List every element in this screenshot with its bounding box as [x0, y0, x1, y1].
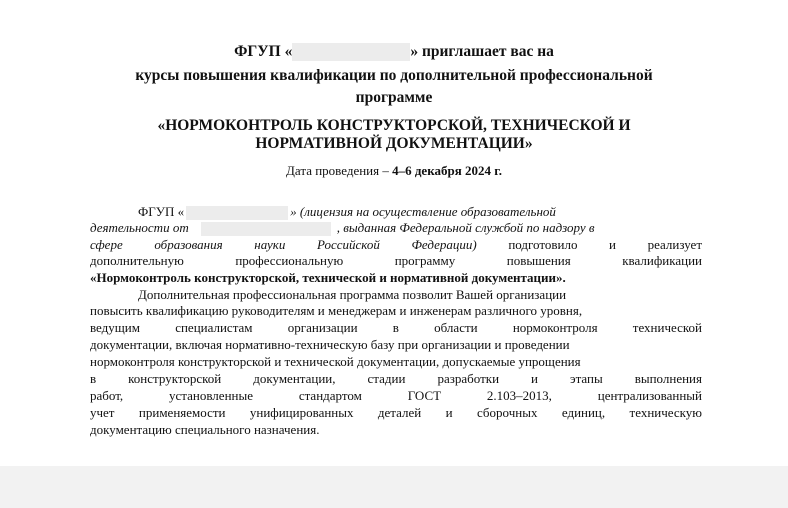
title-suffix: » приглашает вас на: [410, 43, 554, 60]
p2-line-4: документации, включая нормативно-техническую базу при организации и проведении: [90, 337, 570, 352]
p1-line-4: дополнительную профессиональную программу повышения квалификации: [90, 253, 702, 268]
date-value: 4–6 декабря 2024 г.: [392, 163, 502, 178]
p2-line-2: повысить квалификацию руководителям и менеджерам и инженерам различного уровня,: [90, 303, 583, 318]
p1-license-issuer: , выданная Федеральной службой по надзору в: [336, 220, 595, 235]
p2-line-6: в конструкторской документации, стадии разработки и этапы выполнения: [90, 371, 702, 386]
program-title-line-1: «НОРМОКОНТРОЛЬ КОНСТРУКТОРСКОЙ, ТЕХНИЧЕСКОЙ И: [157, 117, 631, 134]
p1-line-2: [90, 220, 702, 236]
redacted-license-date: [201, 222, 331, 236]
redacted-organization-name-2: [186, 206, 288, 220]
p1-org-prefix: ФГУП «: [138, 204, 185, 219]
event-date: [0, 163, 788, 179]
title-prefix: ФГУП «: [234, 43, 293, 60]
date-label: Дата проведения –: [286, 163, 393, 178]
p2-line-9: документацию специального назначения.: [90, 422, 320, 437]
p2-line-1: Дополнительная профессиональная программа позволит Вашей организации: [138, 287, 567, 302]
title-line-2: курсы повышения квалификации по дополнительной профессиональной: [135, 67, 653, 84]
title-line-3: программе: [355, 89, 433, 106]
p1-line-3: [90, 237, 702, 253]
p1-license-from: деятельности от: [90, 220, 189, 235]
program-title-line-2: НОРМАТИВНОЙ ДОКУМЕНТАЦИИ»: [255, 135, 533, 152]
redacted-organization-name: [292, 43, 410, 61]
title-line-1: [0, 42, 788, 62]
p1-prepared: подготовило и реализует: [508, 237, 703, 252]
p1-line-5: «Нормоконтроль конструкторской, технической и нормативной документации».: [90, 270, 566, 285]
p2-line-5: нормоконтроля конструкторской и технической документации, допускаемые упрощения: [90, 354, 581, 369]
p2-line-3: ведущим специалистам организации в области нормоконтроля технической: [90, 320, 702, 335]
p1-license-start: » (лицензия на осуществление образовательной: [290, 204, 556, 219]
p1-license-authority: сфере образования науки Российской Федерации): [90, 237, 477, 252]
p2-line-8: учет применяемости унифицированных деталей и сборочных единиц, техническую: [90, 405, 702, 420]
p2-line-7: работ, установленные стандартом ГОСТ 2.103–2013, централизованный: [90, 388, 702, 403]
p1-line-1: [138, 204, 702, 220]
